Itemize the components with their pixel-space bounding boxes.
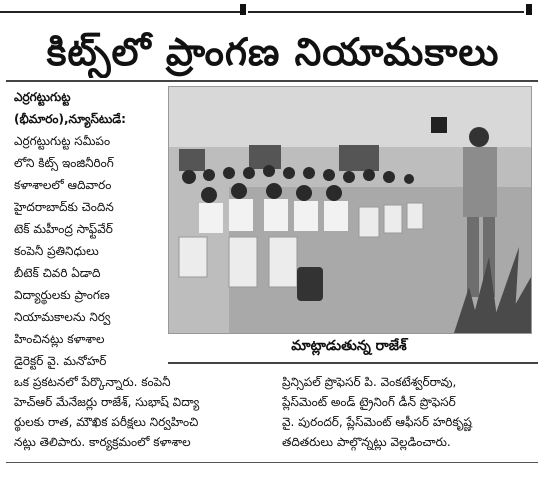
headline: కిట్స్‌లో ప్రాంగణ నియామకాలు <box>46 30 500 74</box>
body-line: కంపెనీ ప్రతినిధులు <box>14 244 99 258</box>
body-line: టెక్ మహీంద్ర సాఫ్ట్‌వేర్ <box>14 222 113 236</box>
news-photo <box>168 86 532 334</box>
body-line: కళాశాలలో ఆదివారం <box>14 178 112 192</box>
top-rule-right <box>248 0 524 13</box>
photo-illustration <box>169 87 531 333</box>
body-line: ఎర్రగట్టుగుట్ట సమీపం <box>14 134 111 148</box>
headline-rule <box>6 80 538 82</box>
body-line: విద్యార్థులకు ప్రాంగణ <box>14 288 110 302</box>
caption-rule <box>168 362 538 364</box>
bottom-right-column <box>282 372 538 452</box>
body-line: నియామకాలను నిర్వ <box>14 310 111 324</box>
top-strip <box>0 0 546 22</box>
body-line: ప్రిన్సిపల్ ప్రొఫెసర్ పి. వెంకటేశ్వర్‌రావు, <box>282 375 457 389</box>
body-line: నట్లు తెలిపారు. కార్యక్రమంలో కళాశాల <box>14 435 191 449</box>
body-line: బీటెక్ చివరి ఏడాది <box>14 266 101 280</box>
body-line: తదితరులు పాల్గొన్నట్లు వెల్లడించారు. <box>282 435 451 449</box>
body-line: హైదరాబాద్‌కు చెందిన <box>14 200 114 214</box>
top-rule-left <box>0 0 240 13</box>
top-marker-right <box>526 4 532 15</box>
top-marker-left <box>240 4 246 15</box>
body-line: ఒక ప్రకటనలో పేర్కొన్నారు. కంపెనీ <box>14 375 171 389</box>
dateline-place: ఎర్రగట్టుగుట్ట <box>14 90 71 104</box>
body-line: లోని కిట్స్ ఇంజినీరింగ్ <box>14 156 114 170</box>
left-column <box>14 86 164 372</box>
dateline-source: (భీమారం),న్యూస్‌టుడే: <box>14 112 126 126</box>
body-line: హెచ్‌ఆర్ మేనేజర్లు రాజేశ్, సుభాష్ విద్యా <box>14 395 200 409</box>
bottom-rule <box>6 462 538 463</box>
body-line: ప్లేస్‌మెంట్ అండ్ ట్రైనింగ్ డీన్ ప్రొఫెసర్ <box>282 395 456 409</box>
bottom-left-column <box>14 372 276 452</box>
body-line: వై. పురందర్, ప్లేస్‌మెంట్ ఆఫీసర్ హరికృష్ణ <box>282 415 472 429</box>
body-line: డైరెక్టర్ వై. మనోహర్ <box>14 354 107 368</box>
body-line: హించినట్లు కళాశాల <box>14 332 105 346</box>
photo-caption: మాట్లాడుతున్న రాజేశ్ <box>291 338 407 354</box>
body-line: ర్థులకు రాత, మౌఖిక పరీక్షలు నిర్వహించి <box>14 415 199 429</box>
